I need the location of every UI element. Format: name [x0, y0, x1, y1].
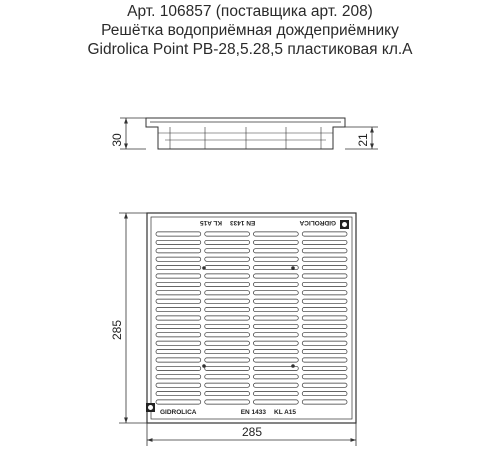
grate-slot — [302, 257, 347, 261]
grate-slot — [254, 274, 299, 278]
grate-slot — [156, 274, 201, 278]
grate-slot — [205, 341, 250, 345]
grate-slot — [254, 316, 299, 320]
dim-label-side-right: 21 — [356, 133, 370, 147]
grate-slot — [302, 240, 347, 244]
grate-slot — [254, 291, 299, 295]
title-description: Решётка водоприёмная дождеприёмнику — [101, 22, 399, 39]
grate-slot — [302, 299, 347, 303]
grate-slot — [302, 366, 347, 370]
grate-slot — [205, 240, 250, 244]
grate-slot — [254, 299, 299, 303]
grate-slot — [302, 274, 347, 278]
grate-slot — [302, 282, 347, 286]
grate-slot — [156, 316, 201, 320]
marking-bottom-standard: EN 1433 — [240, 409, 266, 416]
grate-slot — [156, 291, 201, 295]
grate-slot — [156, 232, 201, 236]
grate-slot — [302, 232, 347, 236]
grate-slot — [302, 333, 347, 337]
grate-slots — [156, 232, 347, 404]
marking-top-brand: GIDROLICA — [299, 219, 336, 226]
grate-slot — [302, 383, 347, 387]
grate-slot — [156, 333, 201, 337]
grate-slot — [254, 232, 299, 236]
grate-slot — [156, 240, 201, 244]
grate-frame-inner — [151, 217, 352, 419]
marking-top-standard: EN 1433 — [230, 219, 256, 226]
grate-slot — [302, 249, 347, 253]
grate-slot — [156, 249, 201, 253]
grate-slot — [254, 282, 299, 286]
side-view-ribs — [170, 127, 321, 149]
grate-slot — [156, 375, 201, 379]
grate-slot — [205, 232, 250, 236]
grate-slot — [156, 358, 201, 362]
grate-slot — [254, 350, 299, 354]
grate-slot — [156, 383, 201, 387]
grate-slot — [302, 400, 347, 404]
grate-slot — [156, 341, 201, 345]
grate-slot — [302, 308, 347, 312]
grate-slot — [254, 249, 299, 253]
grate-slot — [205, 257, 250, 261]
grate-slot — [205, 350, 250, 354]
grate-slot — [205, 366, 250, 370]
grate-slot — [205, 274, 250, 278]
grate-slot — [302, 324, 347, 328]
grate-slot — [205, 282, 250, 286]
grate-slot — [156, 282, 201, 286]
grate-slot — [156, 257, 201, 261]
grate-slot — [302, 291, 347, 295]
grate-slot — [205, 358, 250, 362]
grate-slot — [156, 350, 201, 354]
top-view — [119, 213, 356, 446]
grate-slot — [205, 333, 250, 337]
mount-dot — [202, 266, 206, 270]
grate-slot — [254, 257, 299, 261]
grate-slot — [205, 383, 250, 387]
grate-slot — [205, 266, 250, 270]
grate-slot — [205, 291, 250, 295]
marking-top-class: KL A15 — [199, 219, 222, 226]
grate-slot — [254, 375, 299, 379]
grate-slot — [205, 308, 250, 312]
grate-slot — [302, 266, 347, 270]
mount-dot — [291, 364, 295, 368]
grate-slot — [254, 392, 299, 396]
dim-label-side-left: 30 — [110, 133, 124, 147]
grate-slot — [156, 299, 201, 303]
marking-bottom-class: KL A15 — [274, 409, 297, 416]
grate-slot — [302, 316, 347, 320]
grate-slot — [205, 316, 250, 320]
mount-dot — [291, 266, 295, 270]
gidrolica-logo-icon — [340, 220, 349, 229]
grate-slot — [156, 324, 201, 328]
grate-slot — [254, 308, 299, 312]
grate-slot — [254, 324, 299, 328]
grate-slot — [254, 358, 299, 362]
marking-bottom-brand: GIDROLICA — [160, 409, 197, 416]
grate-slot — [156, 366, 201, 370]
grate-slot — [302, 358, 347, 362]
grate-slot — [254, 400, 299, 404]
grate-slot — [205, 400, 250, 404]
title-product-name: Gidrolica Point РВ-28,5.28,5 пластиковая кл.А — [87, 41, 413, 58]
grate-slot — [254, 333, 299, 337]
dim-label-top-height: 285 — [110, 319, 124, 341]
grate-slot — [156, 266, 201, 270]
grate-slot — [205, 299, 250, 303]
grate-slot — [302, 392, 347, 396]
grate-slot — [302, 375, 347, 379]
grate-slot — [156, 400, 201, 404]
side-view — [120, 118, 378, 149]
grate-slot — [254, 240, 299, 244]
grate-slot — [302, 350, 347, 354]
grate-slot — [205, 375, 250, 379]
gidrolica-logo-icon — [146, 403, 155, 412]
grate-slot — [205, 392, 250, 396]
grate-slot — [205, 324, 250, 328]
title-article: Арт. 106857 (поставщика арт. 208) — [127, 3, 373, 20]
mount-dot — [202, 364, 206, 368]
dim-label-top-width: 285 — [241, 425, 263, 439]
grate-slot — [205, 249, 250, 253]
grate-slot — [254, 341, 299, 345]
grate-slot — [302, 341, 347, 345]
grate-slot — [254, 383, 299, 387]
grate-slot — [156, 392, 201, 396]
grate-slot — [156, 308, 201, 312]
